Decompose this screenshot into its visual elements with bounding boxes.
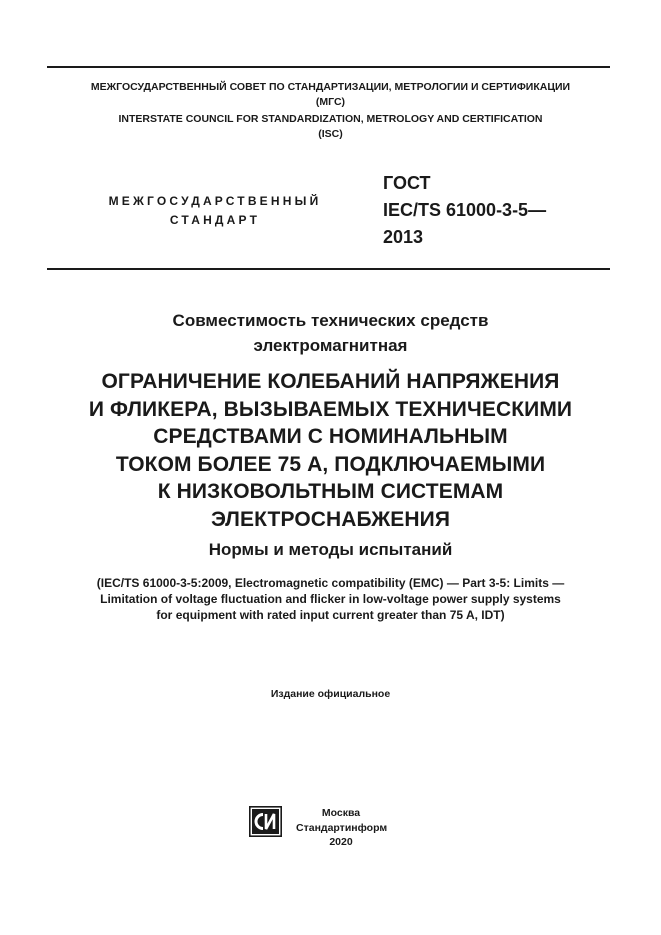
main-title-line4: ТОКОМ БОЛЕЕ 75 А, ПОДКЛЮЧАЕМЫМИ bbox=[115, 452, 546, 476]
standard-type-line2: СТАНДАРТ bbox=[169, 213, 261, 227]
gost-code-line2: IEC/TS 61000-3-5— bbox=[383, 200, 547, 220]
top-rule bbox=[47, 66, 610, 68]
main-title-line6: ЭЛЕКТРОСНАБЖЕНИЯ bbox=[210, 507, 451, 531]
international-ref-line2: Limitation of voltage fluctuation and flicker in low-voltage power supply systems bbox=[100, 592, 561, 606]
gost-code-line1: ГОСТ bbox=[383, 173, 431, 193]
main-title-line2: И ФЛИКЕРА, ВЫЗЫВАЕМЫХ ТЕХНИЧЕСКИМИ bbox=[88, 397, 573, 421]
council-en-line1: INTERSTATE COUNCIL FOR STANDARDIZATION, METROLOGY AND CERTIFICATION bbox=[118, 113, 543, 125]
main-title-line1: ОГРАНИЧЕНИЕ КОЛЕБАНИЙ НАПРЯЖЕНИЯ bbox=[101, 370, 560, 393]
international-ref-line1: (IEC/TS 61000-3-5:2009, Electromagnetic compatibility (EMC) — Part 3-5: Limits — bbox=[96, 576, 565, 590]
main-title-line3: СРЕДСТВАМИ С НОМИНАЛЬНЫМ bbox=[153, 425, 508, 448]
publisher-year: 2020 bbox=[329, 836, 353, 848]
council-ru-abbr: (МГС) bbox=[315, 96, 346, 108]
norms-subtitle: Нормы и методы испытаний bbox=[208, 540, 453, 559]
publisher-block bbox=[296, 806, 386, 850]
subtitle-line2: электромагнитная bbox=[253, 336, 408, 355]
publisher-city: Москва bbox=[321, 807, 361, 819]
standard-type-line1: МЕЖГОСУДАРСТВЕННЫЙ bbox=[108, 194, 322, 208]
subtitle-line1: Совместимость технических средств bbox=[172, 311, 489, 330]
main-title-line5: К НИЗКОВОЛЬТНЫМ СИСТЕМАМ bbox=[157, 480, 504, 503]
council-en-abbr: (ISC) bbox=[318, 128, 343, 140]
middle-rule bbox=[47, 268, 610, 270]
international-ref-line3: for equipment with rated input current greater than 75 A, IDT) bbox=[156, 608, 505, 622]
council-ru-line1: МЕЖГОСУДАРСТВЕННЫЙ СОВЕТ ПО СТАНДАРТИЗАЦИИ, МЕТРОЛОГИИ И СЕРТИФИКАЦИИ bbox=[90, 81, 571, 93]
standartinform-logo-icon bbox=[249, 806, 282, 837]
gost-code-line3: 2013 bbox=[383, 227, 424, 247]
edition-label: Издание официальное bbox=[270, 688, 391, 700]
publisher-name: Стандартинформ bbox=[296, 821, 388, 834]
